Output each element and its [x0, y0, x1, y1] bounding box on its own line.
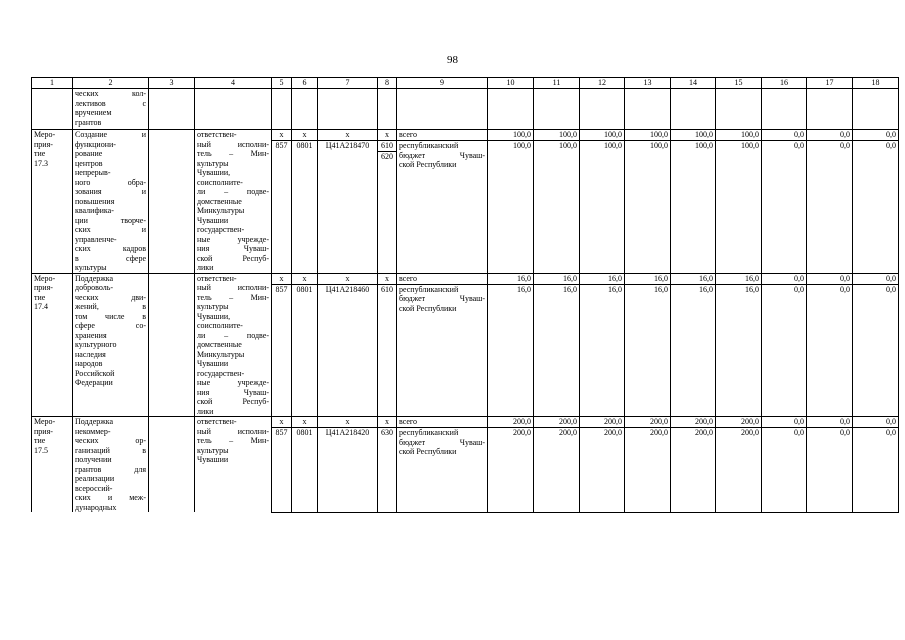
header-cell: 14 [671, 78, 716, 89]
target-article-code: Ц41А218420 [318, 428, 378, 513]
cell-line: культуры [75, 263, 107, 272]
value-cell: 0,0 [853, 130, 899, 141]
value-cell: 100,0 [488, 130, 534, 141]
value-cell: 200,0 [625, 417, 671, 428]
cell-line: Российской [75, 368, 115, 378]
cell-line: ли – подве- [197, 187, 269, 196]
target-article-code: x [318, 417, 378, 428]
value-cell: 0,0 [762, 130, 807, 141]
value-cell: 200,0 [716, 417, 762, 428]
value-cell: 0,0 [807, 141, 853, 274]
value-cell: 16,0 [580, 284, 625, 417]
grbs-code: 857 [272, 141, 292, 274]
empty-cell [534, 89, 580, 130]
funding-source [397, 417, 488, 428]
empty-cell [292, 89, 318, 130]
cell-line: культуры [197, 445, 229, 455]
cell-line: бюджет Чуваш- [399, 437, 485, 447]
expense-type-value: 610 [381, 284, 393, 294]
header-cell: 4 [195, 78, 272, 89]
cell-line: соисполните- [197, 177, 243, 187]
cell-line: ный исполни- [197, 139, 269, 149]
value-cell: 0,0 [853, 284, 899, 417]
page-number: 98 [447, 54, 458, 66]
header-cell: 12 [580, 78, 625, 89]
funding-source [397, 428, 488, 513]
header-cell: 3 [149, 78, 195, 89]
value-cell: 0,0 [807, 273, 853, 284]
cell-line: Минкультуры [197, 349, 245, 359]
value-cell: 100,0 [671, 141, 716, 274]
cell-line: сфере со- [75, 321, 146, 330]
cell-line: некоммер- [75, 426, 111, 436]
header-cell: 9 [397, 78, 488, 89]
expense-type-code [378, 141, 397, 274]
cell-line: ответствен- [197, 273, 237, 283]
value-cell: 100,0 [488, 141, 534, 274]
section-code: 0801 [292, 428, 318, 513]
cell-line: ответствен- [197, 417, 237, 426]
cell-line: бюджет Чуваш- [399, 294, 485, 303]
name-cell [73, 89, 149, 130]
expense-type-code [378, 417, 397, 428]
empty-cell [32, 89, 73, 130]
value-cell: 100,0 [580, 141, 625, 274]
value-cell: 200,0 [488, 428, 534, 513]
cell-line: Федерации [75, 378, 113, 387]
cell-line: Поддержка [75, 273, 114, 283]
expense-type-code [378, 428, 397, 513]
cell-line: ческих кол- [75, 89, 146, 98]
cell-line: тие [34, 436, 46, 445]
value-cell: 0,0 [853, 141, 899, 274]
event-label [32, 130, 73, 274]
header-cell: 16 [762, 78, 807, 89]
funding-source [397, 273, 488, 284]
value-cell: 100,0 [716, 130, 762, 141]
cell-line: всего [399, 273, 418, 283]
expense-type-value: x [385, 273, 389, 283]
cell-line: повышения [75, 196, 115, 206]
cell-line: 17.3 [34, 158, 48, 168]
value-cell: 16,0 [625, 284, 671, 417]
empty-cell [149, 417, 195, 513]
cell-line: Меро- [34, 130, 56, 139]
section-code: x [292, 417, 318, 428]
expense-type-code [378, 130, 397, 141]
grbs-code: x [272, 273, 292, 284]
cell-line: грантов для [75, 464, 146, 474]
cell-line: ответствен- [197, 130, 237, 139]
table-row [32, 417, 899, 428]
grbs-code: 857 [272, 284, 292, 417]
cell-line: Поддержка [75, 417, 114, 426]
value-cell: 16,0 [488, 284, 534, 417]
cell-line: ный исполни- [197, 426, 269, 436]
cell-line: тие [34, 149, 46, 158]
empty-cell [272, 89, 292, 130]
cell-line: Меро- [34, 417, 56, 426]
budget-table [31, 77, 899, 513]
cell-line: хранения [75, 330, 107, 340]
value-cell: 200,0 [580, 428, 625, 513]
header-cell: 1 [32, 78, 73, 89]
cell-line: зования и [75, 187, 146, 196]
responsible-executor [195, 273, 272, 417]
cell-line: ции творче- [75, 215, 146, 225]
value-cell: 100,0 [534, 130, 580, 141]
cell-line: управленче- [75, 234, 117, 244]
empty-cell [488, 89, 534, 130]
expense-type-code [378, 273, 397, 284]
header-row [32, 78, 899, 89]
expense-type-value: x [385, 417, 389, 426]
value-cell: 0,0 [762, 417, 807, 428]
cell-line: Меро- [34, 273, 56, 283]
cell-line: государствен- [197, 368, 245, 378]
value-cell: 0,0 [853, 273, 899, 284]
cell-line: лики [197, 406, 214, 416]
section-code: 0801 [292, 141, 318, 274]
value-cell: 200,0 [716, 428, 762, 513]
cell-line: дународных [75, 502, 117, 512]
value-cell: 0,0 [807, 428, 853, 513]
cell-line: культурного [75, 340, 117, 349]
empty-cell [378, 89, 397, 130]
cell-line: республиканский [399, 284, 459, 294]
header-cell: 8 [378, 78, 397, 89]
target-article-code: Ц41А218460 [318, 284, 378, 417]
funding-source [397, 141, 488, 274]
cell-line: ный исполни- [197, 283, 269, 292]
cell-line: Минкультуры [197, 206, 245, 215]
cell-line: тель – Мин- [197, 436, 269, 445]
cell-line: вручением [75, 108, 112, 117]
cell-line: лики [197, 263, 214, 272]
cell-line: Чувашии [197, 359, 229, 368]
grbs-code: x [272, 130, 292, 141]
cell-line: домственные [197, 196, 242, 206]
value-cell: 200,0 [625, 428, 671, 513]
value-cell: 100,0 [580, 130, 625, 141]
value-cell: 16,0 [580, 273, 625, 284]
cell-line: ской Республики [399, 303, 457, 313]
cell-line: ских и меж- [75, 493, 146, 502]
value-cell: 16,0 [671, 273, 716, 284]
header-cell: 15 [716, 78, 762, 89]
cell-line: 17.4 [34, 302, 48, 311]
expense-type-value: 620 [378, 151, 396, 162]
cell-line: реализации [75, 474, 115, 483]
event-name [73, 417, 149, 513]
section-code: x [292, 273, 318, 284]
event-name [73, 273, 149, 417]
value-cell: 0,0 [762, 428, 807, 513]
value-cell: 200,0 [534, 417, 580, 428]
empty-cell [762, 89, 807, 130]
cell-line: квалифика- [75, 206, 114, 215]
value-cell: 0,0 [853, 417, 899, 428]
cell-line: прия- [34, 283, 53, 292]
empty-cell [397, 89, 488, 130]
header-cell: 2 [73, 78, 149, 89]
cell-line: лективов с [75, 98, 146, 108]
value-cell: 200,0 [534, 428, 580, 513]
cell-line: ской Респуб- [197, 253, 269, 263]
value-cell: 100,0 [534, 141, 580, 274]
cell-line: жений, в [75, 302, 146, 311]
header-cell: 5 [272, 78, 292, 89]
cell-line: культуры [197, 158, 229, 168]
value-cell: 16,0 [625, 273, 671, 284]
cell-line: ного обра- [75, 177, 146, 187]
target-article-code: x [318, 273, 378, 284]
value-cell: 200,0 [580, 417, 625, 428]
value-cell: 100,0 [625, 141, 671, 274]
cell-line: ные учрежде- [197, 234, 269, 244]
cell-line: Чувашии [197, 215, 229, 225]
cell-line: Чувашии, [197, 168, 231, 177]
cell-line: ской Респуб- [197, 397, 269, 406]
expense-type-value: x [385, 130, 389, 139]
responsible-executor [195, 130, 272, 274]
cell-line: ные учрежде- [197, 378, 269, 387]
empty-cell [149, 130, 195, 274]
section-code: 0801 [292, 284, 318, 417]
cell-line: Чувашии, [197, 311, 231, 321]
cell-line: центров [75, 158, 103, 168]
value-cell: 100,0 [716, 141, 762, 274]
empty-cell [195, 89, 272, 130]
empty-cell [149, 89, 195, 130]
empty-cell [580, 89, 625, 130]
cell-line: ния Чуваш- [197, 244, 269, 253]
cell-line: прия- [34, 139, 53, 149]
responsible-executor [195, 417, 272, 513]
expense-type-code [378, 284, 397, 417]
value-cell: 0,0 [807, 417, 853, 428]
cell-line: республиканский [399, 141, 459, 150]
cell-line: ганизаций в [75, 445, 146, 455]
cell-line: тие [34, 292, 46, 302]
cell-line: тель – Мин- [197, 292, 269, 302]
cell-line: ли – подве- [197, 330, 269, 340]
expense-type-value: 630 [381, 428, 393, 437]
empty-cell [807, 89, 853, 130]
cell-line: ния Чуваш- [197, 387, 269, 397]
cell-line: народов [75, 359, 103, 368]
value-cell: 200,0 [671, 428, 716, 513]
header-cell: 6 [292, 78, 318, 89]
grbs-code: 857 [272, 428, 292, 513]
empty-cell [149, 273, 195, 417]
value-cell: 16,0 [716, 273, 762, 284]
cell-line: функциони- [75, 139, 116, 149]
cell-line: непрерыв- [75, 168, 111, 177]
cell-line: наследия [75, 349, 106, 359]
cell-line: доброволь- [75, 283, 114, 292]
cell-line: всего [399, 417, 418, 426]
cell-line: республиканский [399, 428, 459, 437]
cell-line: ской Республики [399, 160, 457, 169]
funding-source [397, 284, 488, 417]
cell-line: бюджет Чуваш- [399, 150, 485, 160]
header-cell: 17 [807, 78, 853, 89]
table-row [32, 130, 899, 141]
cell-line: культуры [197, 302, 229, 311]
value-cell: 0,0 [762, 273, 807, 284]
empty-cell [318, 89, 378, 130]
empty-cell [853, 89, 899, 130]
value-cell: 16,0 [671, 284, 716, 417]
cell-line: ческих дви- [75, 292, 146, 302]
cell-line: домственные [197, 340, 242, 349]
empty-cell [671, 89, 716, 130]
cell-line: Чувашии [197, 455, 229, 464]
target-article-code: x [318, 130, 378, 141]
header-cell: 18 [853, 78, 899, 89]
value-cell: 200,0 [488, 417, 534, 428]
cell-line: всего [399, 130, 418, 139]
header-cell: 13 [625, 78, 671, 89]
target-article-code: Ц41А218470 [318, 141, 378, 274]
cell-line: 17.5 [34, 445, 48, 455]
value-cell: 100,0 [671, 130, 716, 141]
expense-type-value: 610 [381, 141, 393, 150]
cell-line: прия- [34, 426, 53, 436]
funding-source [397, 130, 488, 141]
value-cell: 0,0 [807, 130, 853, 141]
cell-line: всероссий- [75, 483, 113, 493]
value-cell: 0,0 [762, 141, 807, 274]
event-name [73, 130, 149, 274]
cell-line: ской Республики [399, 447, 457, 456]
value-cell: 16,0 [534, 284, 580, 417]
cell-line: рование [75, 149, 103, 158]
cell-line: в сфере [75, 253, 146, 263]
value-cell: 0,0 [762, 284, 807, 417]
cell-line: тель – Мин- [197, 149, 269, 158]
empty-cell [625, 89, 671, 130]
value-cell: 0,0 [853, 428, 899, 513]
cell-line: Создание и [75, 130, 146, 139]
cell-line: ческих ор- [75, 436, 146, 445]
cell-line: ских кадров [75, 244, 146, 253]
table-row [32, 273, 899, 284]
section-code: x [292, 130, 318, 141]
header-cell: 11 [534, 78, 580, 89]
cell-line: грантов [75, 117, 102, 127]
value-cell: 16,0 [488, 273, 534, 284]
event-label [32, 417, 73, 513]
value-cell: 0,0 [807, 284, 853, 417]
cell-line: государствен- [197, 225, 245, 234]
grbs-code: x [272, 417, 292, 428]
value-cell: 100,0 [625, 130, 671, 141]
value-cell: 16,0 [534, 273, 580, 284]
value-cell: 200,0 [671, 417, 716, 428]
cell-line: том числе в [75, 311, 146, 321]
continuation-row [32, 89, 899, 130]
empty-cell [716, 89, 762, 130]
cell-line: получении [75, 455, 112, 464]
header-cell: 7 [318, 78, 378, 89]
cell-line: соисполните- [197, 321, 243, 330]
value-cell: 16,0 [716, 284, 762, 417]
header-cell: 10 [488, 78, 534, 89]
cell-line: ских и [75, 225, 146, 234]
event-label [32, 273, 73, 417]
